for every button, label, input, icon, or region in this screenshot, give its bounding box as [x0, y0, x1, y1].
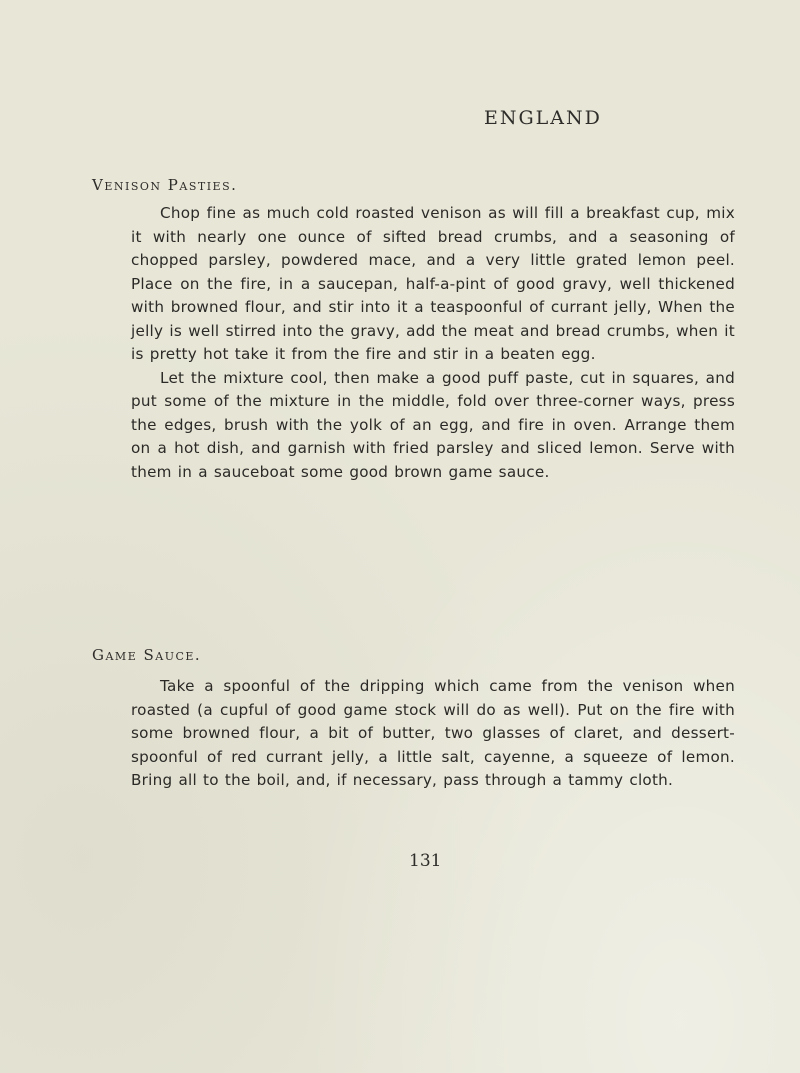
- section-title-game-sauce: Game Sauce.: [92, 646, 202, 664]
- game-sauce-text: [131, 675, 735, 793]
- venison-pasties-text: [131, 202, 735, 484]
- section-title-venison-pasties: Venison Pasties.: [92, 176, 238, 194]
- paragraph: Take a spoonful of the dripping which came from the venison when roasted (a cupful of good game stock will do as well). Put on the fire with some browned flour, a bit of butter, two glasses of claret, and dessert-spoonful of red currant jelly, a little salt, cayenne, a squeeze of lemon. Bring all to the boil, and, if necessary, pass through a tammy cloth.: [131, 677, 735, 789]
- paragraph: Chop fine as much cold roasted venison as will fill a breakfast cup, mix it with nearly one ounce of sifted bread crumbs, and a seasoning of chopped parsley, powdered mace, and a very little grated lemon peel. Place on the fire, in a saucepan, half-a-pint of good gravy, well thickened with browned flour, and stir into it a teaspoonful of currant jelly, When the jelly is well stirred into the gravy, add the meat and bread crumbs, when it is pretty hot take it from the fire and stir in a beaten egg.: [131, 204, 735, 363]
- running-head: ENGLAND: [484, 107, 602, 129]
- page-number: 131: [409, 851, 442, 871]
- paragraph: Let the mixture cool, then make a good puff paste, cut in squares, and put some of the mixture in the middle, fold over three-corner ways, press the edges, brush with the yolk of an egg, and fire in oven. Arrange them on a hot dish, and garnish with fried parsley and sliced lemon. Serve with them in a sauceboat some good brown game sauce.: [131, 368, 735, 481]
